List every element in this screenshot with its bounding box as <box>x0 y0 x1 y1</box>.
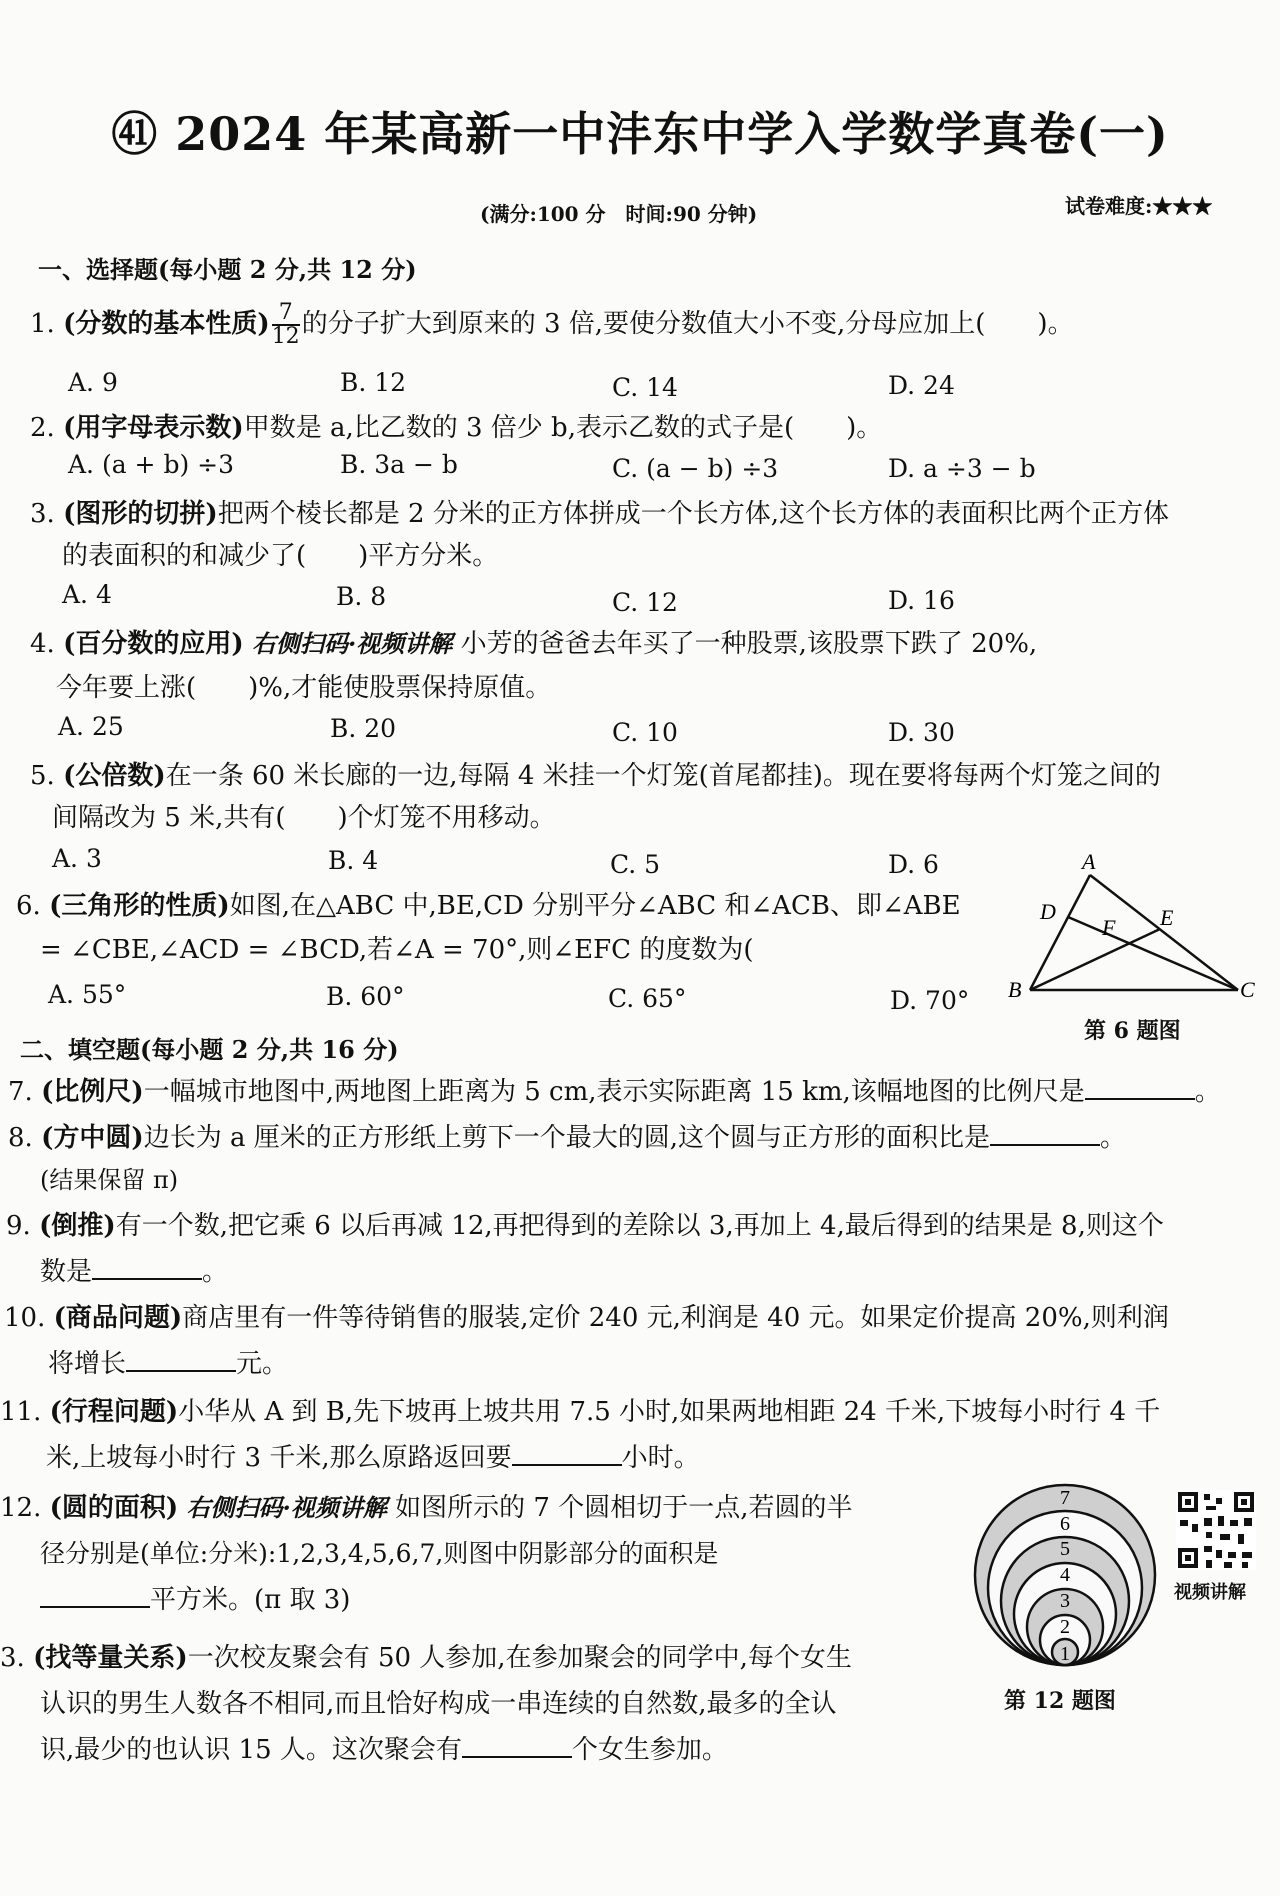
option: D. 24 <box>888 371 955 400</box>
label-e: E <box>1160 905 1174 930</box>
question-5: 5. (公倍数)在一条 60 米长廊的一边,每隔 4 米挂一个灯笼(首尾都挂)。现在要将每两个灯笼之间的 <box>30 761 1161 791</box>
option: D. a ÷3 − b <box>888 454 1036 483</box>
question-tag: (图形的切拼) <box>63 499 218 529</box>
question-tag: (三角形的性质) <box>49 891 230 921</box>
answer-blank[interactable] <box>990 1120 1100 1146</box>
answer-blank[interactable] <box>92 1254 202 1280</box>
option: C. 14 <box>612 373 678 402</box>
label-d: D <box>1040 899 1056 924</box>
question-tag: (比例尺) <box>41 1077 144 1107</box>
option: C. 12 <box>612 588 678 617</box>
question-9-cont: 数是 。 <box>40 1252 228 1292</box>
page-title: ㊶ 2024 年某高新一中沣东中学入学数学真卷(一) <box>111 107 1169 161</box>
option: A. (a + b) ÷3 <box>68 450 235 479</box>
figure-6-caption: 第 6 题图 <box>1084 1018 1181 1044</box>
question-5-cont: 间隔改为 5 米,共有( )个灯笼不用移动。 <box>52 803 556 833</box>
exam-meta: (满分:100 分 时间:90 分钟) <box>480 202 758 226</box>
circle-label-4: 4 <box>1060 1564 1070 1586</box>
question-7: 7. (比例尺)一幅城市地图中,两地图上距离为 5 cm,表示实际距离 15 km,该幅地图的比例尺是 。 <box>8 1072 1221 1112</box>
option: A. 3 <box>52 844 102 873</box>
question-10-cont: 将增长 元。 <box>48 1344 288 1384</box>
option: B. 4 <box>328 846 379 875</box>
section-heading-fill: 二、填空题(每小题 2 分,共 16 分) <box>20 1035 399 1064</box>
question-6: 6. (三角形的性质)如图,在△ABC 中,BE,CD 分别平分∠ABC 和∠ACB、即∠ABE <box>16 891 961 921</box>
video-note: 右侧扫码·视频讲解 <box>251 629 453 658</box>
option: C. 5 <box>610 850 661 879</box>
question-tag: (倒推) <box>39 1211 116 1241</box>
question-6-cont: = ∠CBE,∠ACD = ∠BCD,若∠A = 70°,则∠EFC 的度数为( <box>40 935 754 965</box>
question-tag: (用字母表示数) <box>63 413 244 443</box>
question-tag: (圆的面积) <box>49 1493 179 1523</box>
option: D. 16 <box>888 586 955 615</box>
question-4: 4. (百分数的应用) 右侧扫码·视频讲解 小芳的爸爸去年买了一种股票,该股票下跌了 20%, <box>30 629 1038 659</box>
question-13-cont: 认识的男生人数各不相同,而且恰好构成一串连续的自然数,最多的全认 <box>40 1689 837 1719</box>
bisector-cd <box>1068 917 1238 990</box>
question-11: 11. (行程问题)小华从 A 到 B,先下坡再上坡共用 7.5 小时,如果两地相距 24 千米,下坡每小时行 4 千 <box>0 1397 1161 1427</box>
option: C. 65° <box>608 984 687 1013</box>
difficulty-rating: 试卷难度:★★★ <box>1065 194 1213 218</box>
option: B. 8 <box>336 582 387 611</box>
bisector-be <box>1030 929 1160 990</box>
question-13: 3. (找等量关系)一次校友聚会有 50 人参加,在参加聚会的同学中,每个女生 <box>0 1643 852 1673</box>
label-c: C <box>1240 977 1255 1002</box>
label-f: F <box>1102 915 1116 940</box>
circle-label-7: 7 <box>1060 1487 1070 1509</box>
option: C. (a − b) ÷3 <box>612 454 779 483</box>
option: B. 60° <box>326 982 405 1011</box>
question-4-cont: 今年要上涨( )%,才能使股票保持原值。 <box>56 673 552 703</box>
question-1: 1. (分数的基本性质) $\frac{7}{12}$ 的分子扩大到原来的 3 倍,要使分数值大小不变,分母应加上( )。 <box>30 300 1074 349</box>
option: A. 9 <box>68 368 118 397</box>
option: A. 4 <box>62 580 112 609</box>
figure-12-caption: 第 12 题图 <box>1004 1688 1116 1714</box>
question-tag: (商品问题) <box>53 1303 183 1333</box>
label-b: B <box>1008 977 1022 1002</box>
question-3: 3. (图形的切拼)把两个棱长都是 2 分米的正方体拼成一个长方体,这个长方体的表面积比两个正方体 <box>30 499 1170 529</box>
answer-blank[interactable] <box>512 1440 622 1466</box>
question-2: 2. (用字母表示数)甲数是 a,比乙数的 3 倍少 b,表示乙数的式子是( )。 <box>30 413 883 443</box>
video-note: 右侧扫码·视频讲解 <box>186 1493 387 1522</box>
answer-blank[interactable] <box>1085 1074 1195 1100</box>
fraction-7-12: $\frac{7}{12}$ <box>271 300 300 349</box>
question-12-cont2: 平方米。(π 取 3) <box>40 1580 350 1620</box>
answer-blank[interactable] <box>462 1732 572 1758</box>
question-tag: (行程问题) <box>49 1397 179 1427</box>
label-a: A <box>1082 849 1096 874</box>
qr-code[interactable] <box>1176 1490 1256 1570</box>
circle-label-6: 6 <box>1060 1513 1070 1535</box>
question-8-note: (结果保留 π) <box>40 1166 179 1194</box>
option: B. 20 <box>330 714 397 743</box>
question-10: 10. (商品问题)商店里有一件等待销售的服装,定价 240 元,利润是 40 元。如果定价提高 20%,则利润 <box>4 1303 1169 1333</box>
figure-12-circles <box>970 1480 1160 1670</box>
answer-blank[interactable] <box>126 1346 236 1372</box>
option: D. 30 <box>888 718 955 747</box>
question-12: 12. (圆的面积) 右侧扫码·视频讲解 如图所示的 7 个圆相切于一点,若圆的半 <box>0 1493 853 1523</box>
question-3-cont: 的表面积的和减少了( )平方分米。 <box>62 541 499 571</box>
qr-caption: 视频讲解 <box>1174 1582 1246 1603</box>
question-9: 9. (倒推)有一个数,把它乘 6 以后再减 12,再把得到的差除以 3,再加上 4,最后得到的结果是 8,则这个 <box>6 1211 1164 1241</box>
circle-label-5: 5 <box>1060 1538 1070 1560</box>
option: B. 3a − b <box>340 450 458 479</box>
option: C. 10 <box>612 718 678 747</box>
circle-label-2: 2 <box>1060 1616 1070 1638</box>
question-tag: (找等量关系) <box>33 1643 188 1673</box>
side-ab <box>1030 875 1090 990</box>
circle-label-3: 3 <box>1060 1590 1070 1612</box>
circle-label-1: 1 <box>1060 1643 1070 1665</box>
option: B. 12 <box>340 368 407 397</box>
question-tag: (方中圆) <box>41 1123 144 1153</box>
option: A. 55° <box>48 980 127 1009</box>
question-tag: (公倍数) <box>63 761 166 791</box>
question-13-cont2: 识,最少的也认识 15 人。这次聚会有 个女生参加。 <box>40 1730 728 1770</box>
answer-blank[interactable] <box>40 1582 150 1608</box>
option: A. 25 <box>58 712 124 741</box>
question-8: 8. (方中圆)边长为 a 厘米的正方形纸上剪下一个最大的圆,这个圆与正方形的面积比是 。 <box>8 1118 1126 1158</box>
option: D. 70° <box>890 986 970 1015</box>
figure-6-triangle <box>1000 845 1260 1015</box>
question-12-cont: 径分别是(单位:分米):1,2,3,4,5,6,7,则图中阴影部分的面积是 <box>40 1539 719 1568</box>
section-heading-choice: 一、选择题(每小题 2 分,共 12 分) <box>38 255 417 284</box>
question-tag: (百分数的应用) <box>63 629 244 659</box>
option: D. 6 <box>888 850 939 879</box>
question-11-cont: 米,上坡每小时行 3 千米,那么原路返回要 小时。 <box>46 1438 700 1478</box>
question-tag: (分数的基本性质) <box>63 309 270 339</box>
